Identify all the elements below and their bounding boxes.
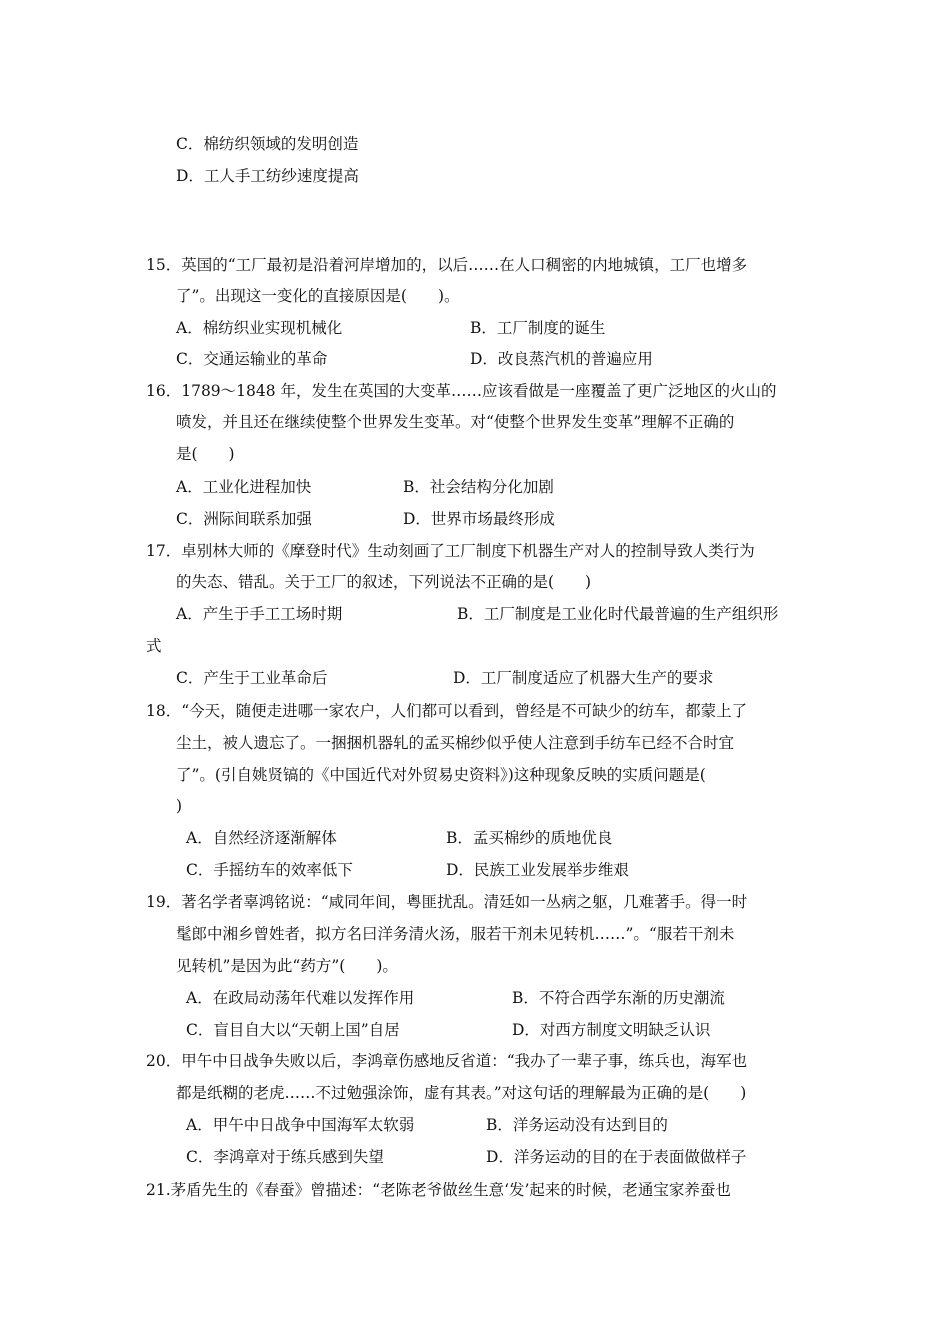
q15-option-a: A．棉纺织业实现机械化 [176,319,343,337]
q20-option-a: A．甲午中日战争中国海军太软弱 [186,1116,415,1134]
q19-option-a: A．在政局动荡年代难以发挥作用 [186,989,415,1007]
q16-option-b: B．社会结构分化加剧 [403,478,554,496]
q20-option-d: D．洋务运动的目的在于表面做做样子 [486,1148,747,1166]
q18-option-a: A．自然经济逐渐解体 [186,829,337,847]
q18-stem-line4: ) [176,797,183,815]
q18-stem-line1: 18．“今天，随便走进哪一家农户，人们都可以看到，曾经是不可缺少的纺车，都蒙上了 [146,702,748,720]
q19-option-d: D．对西方制度文明缺乏认识 [512,1021,711,1039]
q15-option-d: D．改良蒸汽机的普遍应用 [470,350,653,368]
q14-option-c: C．棉纺织领域的发明创造 [176,135,359,153]
q20-option-c: C．李鸿章对于练兵感到失望 [186,1148,384,1166]
q18-option-b: B．孟买棉纱的质地优良 [446,829,613,847]
q15-option-c: C．交通运输业的革命 [176,350,328,368]
q16-option-d: D．世界市场最终形成 [403,510,555,528]
q18-option-c: C．手摇纺车的效率低下 [186,861,353,879]
q15-stem-line2: 了”。出现这一变化的直接原因是( )。 [176,287,460,305]
q16-option-a: A．工业化进程加快 [176,478,312,496]
q17-stem-line2: 的失态、错乱。关于工厂的叙述，下列说法不正确的是( ) [176,573,592,591]
q19-stem-line2: 髦郎中湘乡曾姓者，拟方名曰洋务清火汤，服若干剂未见转机……”。“服若干剂未 [176,925,735,943]
q16-option-c: C．洲际间联系加强 [176,510,312,528]
q17-option-a: A．产生于手工工场时期 [176,605,343,623]
q17-option-c: C．产生于工业革命后 [176,669,328,687]
q15-option-b: B．工厂制度的诞生 [470,319,606,337]
q21-stem-line1: 21.茅盾先生的《春蚕》曾描述：“老陈老爷做丝生意‘发’起来的时候，老通宝家养蚕也 [146,1181,731,1199]
q19-option-c: C．盲目自大以“天朝上国”自居 [186,1021,400,1039]
q18-stem-line3: 了”。(引自姚贤镐的《中国近代对外贸易史资料》)这种现象反映的实质问题是( [176,766,706,784]
q16-stem-line3: 是( ) [176,445,235,463]
q19-stem-line1: 19．著名学者辜鸿铭说：“咸同年间，粤匪扰乱。清廷如一丛病之躯，几难著手。得一时 [146,893,748,911]
q17-option-b: B．工厂制度是工业化时代最普遍的生产组织形 [457,605,779,623]
q18-option-d: D．民族工业发展举步维艰 [446,861,629,879]
q18-stem-line2: 尘土，被人遗忘了。一捆捆机器轧的孟买棉纱似乎使人注意到手纺车已经不合时宜 [176,734,735,752]
q19-stem-line3: 见转机”是因为此“药方”( )。 [176,957,398,975]
q17-option-d: D．工厂制度适应了机器大生产的要求 [453,669,714,687]
q16-stem-line1: 16．1789～1848 年，发生在英国的大变革……应该看做是一座覆盖了更广泛地区的火山的 [146,382,777,400]
q14-option-d: D．工人手工纺纱速度提高 [176,167,359,185]
q17-stem-line1: 17．卓别林大师的《摩登时代》生动刻画了工厂制度下机器生产对人的控制导致人类行为 [146,542,755,560]
q15-stem-line1: 15．英国的“工厂最初是沿着河岸增加的，以后……在人口稠密的内地城镇，工厂也增多 [146,256,748,274]
q19-option-b: B．不符合西学东渐的历史潮流 [512,989,725,1007]
q20-stem-line1: 20．甲午中日战争失败以后，李鸿章伤感地反省道：“我办了一辈子事，练兵也，海军也 [146,1052,748,1070]
q17-option-b-continued: 式 [146,637,162,655]
q20-option-b: B．洋务运动没有达到目的 [486,1116,668,1134]
q16-stem-line2: 喷发，并且还在继续使整个世界发生变革。对“使整个世界发生变革”理解不正确的 [176,413,735,431]
q20-stem-line2: 都是纸糊的老虎……不过勉强涂饰，虚有其表。”对这句话的理解最为正确的是( ) [176,1084,747,1102]
